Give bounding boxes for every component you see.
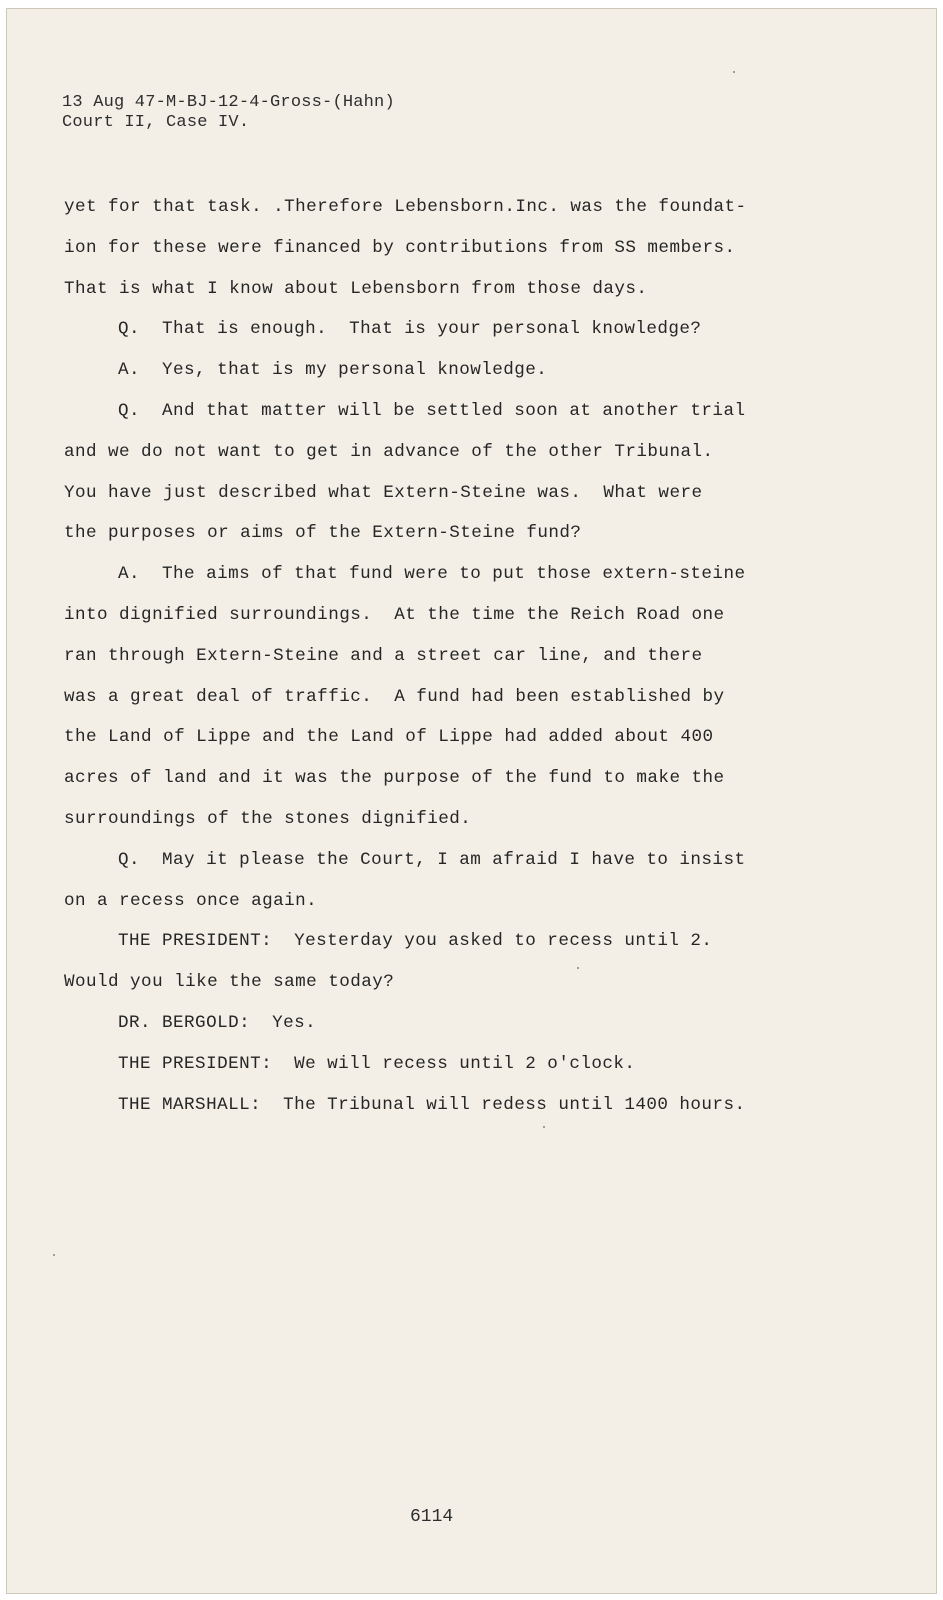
transcript-line: THE PRESIDENT: Yesterday you asked to recess until 2. [118,931,713,952]
transcript-line: THE MARSHALL: The Tribunal will redess until 1400 hours. [118,1094,746,1115]
transcript-line: acres of land and it was the purpose of the fund to make the [64,768,725,789]
transcript-line: was a great deal of traffic. A fund had been established by [64,686,725,707]
transcript-line: You have just described what Extern-Steine was. What were [64,482,703,503]
transcript-line: Q. May it please the Court, I am afraid I have to insist [118,849,746,870]
transcript-line: Q. That is enough. That is your personal knowledge? [118,319,702,340]
document-page [6,8,937,1594]
transcript-line: Would you like the same today? [64,972,395,993]
header-court-line: Court II, Case IV. [62,113,250,132]
transcript-line: into dignified surroundings. At the time the Reich Road one [64,604,725,625]
transcript-line: DR. BERGOLD: Yes. [118,1012,317,1033]
transcript-line: THE PRESIDENT: We will recess until 2 o'clock. [118,1053,636,1074]
transcript-line: ion for these were financed by contributions from SS members. [64,237,736,258]
transcript-line: Q. And that matter will be settled soon at another trial [118,400,746,421]
transcript-line: A. The aims of that fund were to put those extern-steine [118,564,746,585]
transcript-line: A. Yes, that is my personal knowledge. [118,360,548,381]
transcript-body [64,187,924,1125]
transcript-line: yet for that task. .Therefore Lebensborn.Inc. was the foundat- [64,197,747,217]
transcript-line: and we do not want to get in advance of the other Tribunal. [64,441,714,462]
document-header [62,93,395,133]
transcript-line: ran through Extern-Steine and a street car line, and there [64,645,703,666]
transcript-line: surroundings of the stones dignified. [64,808,472,829]
transcript-line: on a recess once again. [64,890,318,911]
transcript-line: the Land of Lippe and the Land of Lippe had added about 400 [64,727,714,748]
transcript-line: the purposes or aims of the Extern-Steine fund? [64,523,582,544]
page-number: 6114 [410,1507,454,1527]
header-session-line: 13 Aug 47-M-BJ-12-4-Gross-(Hahn) [62,93,395,112]
transcript-line: That is what I know about Lebensborn from those days. [64,278,648,299]
